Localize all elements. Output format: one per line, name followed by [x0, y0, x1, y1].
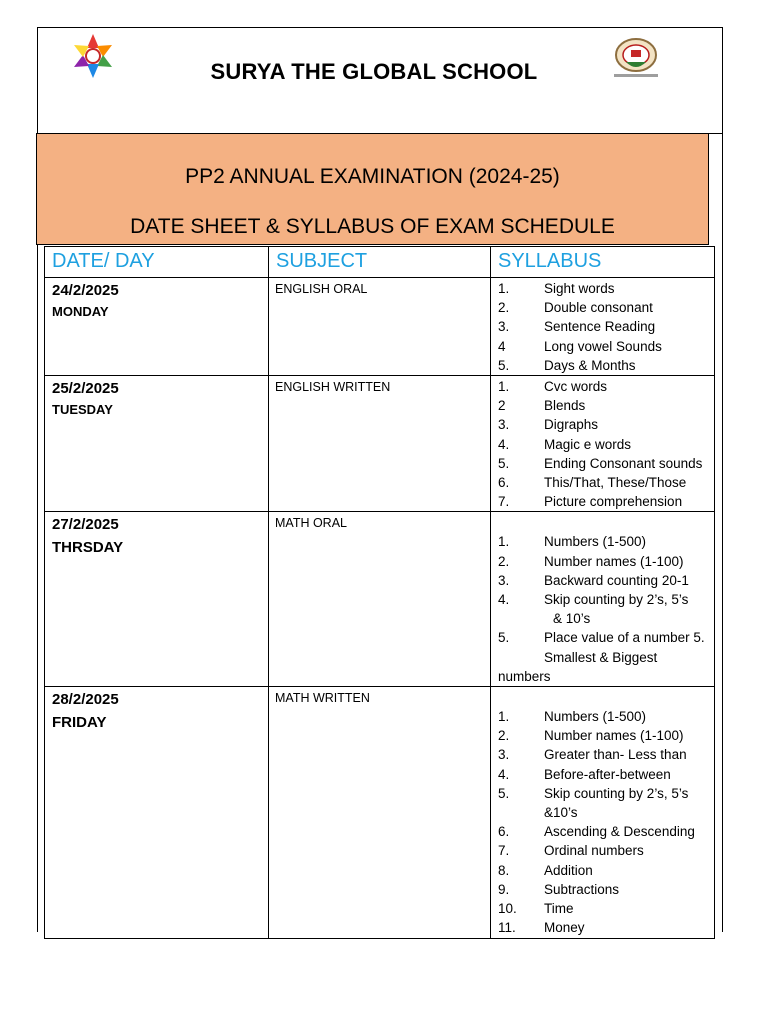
column-header-date: DATE/ DAY [45, 247, 269, 278]
date-cell [45, 687, 269, 938]
syllabus-list [491, 376, 714, 511]
subject-cell [269, 687, 491, 938]
exam-subject: MATH ORAL [275, 516, 347, 531]
list-item: 6. This/That, These/Those [498, 475, 687, 491]
column-header-syllabus: SYLLABUS [491, 247, 715, 278]
list-item: 11. Money [498, 920, 585, 936]
subject-cell [269, 376, 491, 512]
list-item: Smallest & Biggest [544, 649, 658, 665]
school-name: SURYA THE GLOBAL SCHOOL [210, 59, 538, 84]
table-row [45, 278, 715, 376]
divider [708, 133, 723, 134]
exam-day: THRSDAY [52, 539, 124, 557]
list-item: 10. Time [498, 901, 574, 917]
list-item: 2. Number names (1-100) [498, 553, 684, 569]
syllabus-cell [491, 512, 715, 687]
syllabus-list [491, 687, 714, 937]
syllabus-list [491, 278, 714, 375]
date-cell [45, 512, 269, 687]
list-item: & 10’s [553, 611, 591, 627]
list-spacer [491, 513, 714, 532]
list-item: 4. Magic e words [498, 436, 632, 452]
exam-subject: ENGLISH ORAL [275, 282, 368, 296]
list-item: 5. Place value of a number 5. [498, 630, 705, 646]
exam-day: MONDAY [52, 304, 109, 319]
exam-subject: MATH WRITTEN [275, 691, 370, 706]
table-row [45, 687, 715, 938]
syllabus-cell [491, 278, 715, 376]
list-item: 7. Ordinal numbers [498, 843, 644, 859]
exam-subtitle: DATE SHEET & SYLLABUS OF EXAM SCHEDULE [130, 215, 615, 238]
syllabus-list [491, 512, 714, 686]
date-cell [45, 376, 269, 512]
table-header-row [45, 247, 715, 278]
exam-date: 24/2/2025 [52, 282, 119, 299]
list-item: 3. Sentence Reading [498, 319, 656, 335]
list-item: 3. Digraphs [498, 417, 599, 433]
subject-cell [269, 278, 491, 376]
exam-banner [36, 133, 709, 245]
list-spacer [491, 688, 714, 707]
list-item: 7. Picture comprehension [498, 494, 683, 510]
list-item: 4. Before-after-between [498, 766, 671, 782]
list-item-continuation: numbers [498, 668, 551, 684]
list-item: 1. Cvc words [498, 379, 608, 395]
list-item: 6. Ascending & Descending [498, 824, 695, 840]
date-cell [45, 278, 269, 376]
syllabus-cell [491, 687, 715, 938]
list-item: 2. Double consonant [498, 300, 653, 316]
exam-title: PP2 ANNUAL EXAMINATION (2024-25) [185, 165, 560, 188]
list-item: 2. Number names (1-100) [498, 728, 684, 744]
list-item: 4 Long vowel Sounds [498, 338, 662, 354]
exam-date: 28/2/2025 [52, 691, 119, 709]
list-item: 1. Numbers (1-500) [498, 709, 647, 725]
list-item: 4. Skip counting by 2’s, 5’s [498, 592, 689, 608]
list-item: 1. Numbers (1-500) [498, 534, 647, 550]
syllabus-cell [491, 376, 715, 512]
exam-day: FRIDAY [52, 714, 107, 732]
subject-cell [269, 512, 491, 687]
list-item: 8. Addition [498, 862, 593, 878]
list-item: 3. Backward counting 20-1 [498, 572, 689, 588]
table-row [45, 376, 715, 512]
list-item: 5. Days & Months [498, 357, 636, 373]
list-item: 9. Subtractions [498, 881, 620, 897]
list-item: 3. Greater than- Less than [498, 747, 687, 763]
list-item: 5. Skip counting by 2’s, 5’s [498, 785, 689, 801]
schedule-table [44, 246, 715, 939]
list-item: 1. Sight words [498, 281, 615, 296]
column-header-subject: SUBJECT [269, 247, 491, 278]
exam-subject: ENGLISH WRITTEN [275, 380, 391, 395]
list-item: &10’s [544, 805, 578, 821]
exam-day: TUESDAY [52, 402, 113, 418]
exam-date: 25/2/2025 [52, 380, 119, 398]
table-row [45, 512, 715, 687]
list-item: 2 Blends [498, 398, 586, 414]
exam-date: 27/2/2025 [52, 516, 119, 534]
list-item: 5. Ending Consonant sounds [498, 455, 703, 471]
